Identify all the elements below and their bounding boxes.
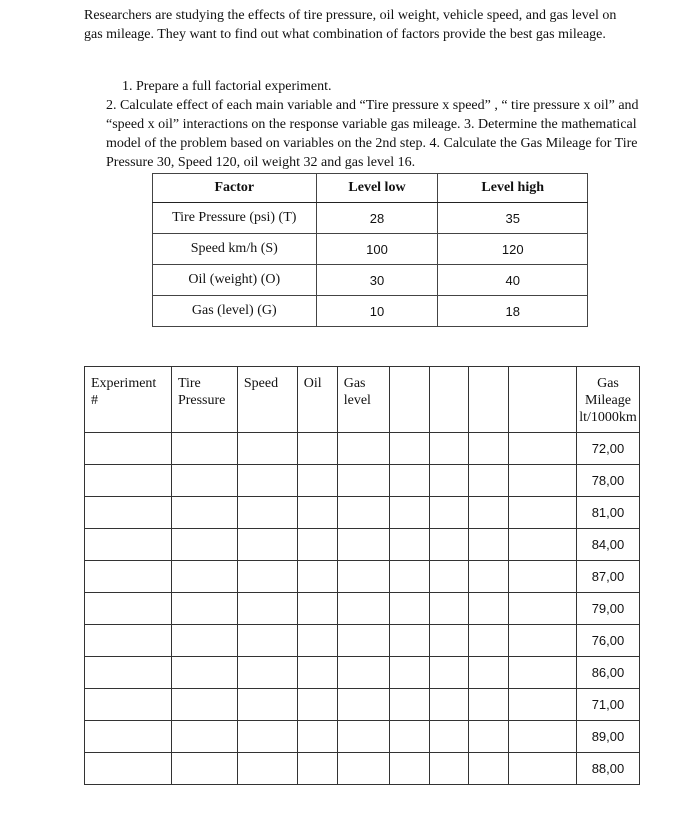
empty-cell [337,593,389,625]
empty-cell [85,593,172,625]
blank-header [469,367,509,433]
tire-header-line1: Tire [177,376,201,391]
mileage-header-line1: Gas [597,376,619,391]
empty-cell [469,465,509,497]
empty-cell [337,465,389,497]
empty-cell [297,753,337,785]
empty-cell [337,625,389,657]
empty-cell [237,689,297,721]
empty-cell [171,561,237,593]
empty-cell [509,593,577,625]
empty-cell [297,689,337,721]
empty-cell [429,465,469,497]
empty-cell [389,465,429,497]
experiment-header-line2: # [91,393,98,408]
empty-cell [509,657,577,689]
empty-cell [297,625,337,657]
empty-cell [237,721,297,753]
empty-cell [85,625,172,657]
empty-cell [337,657,389,689]
experiment-row [85,465,640,497]
empty-cell [171,657,237,689]
empty-cell [469,753,509,785]
level-high: 40 [438,265,588,296]
empty-cell [237,561,297,593]
level-high: 120 [438,234,588,265]
empty-cell [429,753,469,785]
empty-cell [389,497,429,529]
empty-cell [509,529,577,561]
empty-cell [509,561,577,593]
empty-cell [429,689,469,721]
level-low: 10 [316,296,438,327]
gas-mileage-value: 86,00 [576,657,639,689]
level-low-header: Level low [316,174,438,203]
empty-cell [469,497,509,529]
empty-cell [429,433,469,465]
tire-pressure-header [171,367,237,433]
factor-row [153,234,588,265]
experiment-table [84,366,640,785]
empty-cell [171,497,237,529]
oil-header: Oil [297,367,337,433]
empty-cell [389,593,429,625]
empty-cell [171,753,237,785]
gas-mileage-value: 76,00 [576,625,639,657]
empty-cell [237,593,297,625]
experiment-row [85,497,640,529]
empty-cell [469,593,509,625]
empty-cell [297,561,337,593]
empty-cell [469,721,509,753]
gas-mileage-header [576,367,639,433]
empty-cell [171,593,237,625]
task-1: 1. Prepare a full factorial experiment. [122,79,332,94]
empty-cell [171,625,237,657]
gas-mileage-value: 88,00 [576,753,639,785]
tire-header-line2: Pressure [177,393,226,408]
factor-name: Oil (weight) (O) [153,265,317,296]
blank-header [429,367,469,433]
task-2-4: 2. Calculate effect of each main variable and “Tire pressure x speed” , “ tire pressure x oil” and “speed x oil” interactions on the response variable gas mileage. 3. Determine the mathematical model of the problem based on variables on the 2nd step. 4. Calculate the Gas Mileage for Tire Pressure 30, Speed 120, oil weight 32 and gas level 16. [106,98,639,170]
empty-cell [337,561,389,593]
level-low: 28 [316,203,438,234]
empty-cell [509,497,577,529]
empty-cell [337,529,389,561]
empty-cell [389,753,429,785]
empty-cell [171,465,237,497]
empty-cell [429,561,469,593]
empty-cell [509,689,577,721]
empty-cell [297,529,337,561]
empty-cell [237,529,297,561]
empty-cell [171,721,237,753]
gas-level-header [337,367,389,433]
blank-header [509,367,577,433]
empty-cell [337,433,389,465]
empty-cell [389,529,429,561]
empty-cell [509,465,577,497]
empty-cell [237,625,297,657]
empty-cell [171,529,237,561]
empty-cell [85,561,172,593]
level-high-header: Level high [438,174,588,203]
empty-cell [389,433,429,465]
empty-cell [85,529,172,561]
experiment-row [85,625,640,657]
experiment-row [85,753,640,785]
experiment-row [85,689,640,721]
factor-row [153,265,588,296]
gas-mileage-value: 72,00 [576,433,639,465]
empty-cell [337,497,389,529]
experiment-row [85,433,640,465]
empty-cell [171,433,237,465]
intro-paragraph: Researchers are studying the effects of tire pressure, oil weight, vehicle speed, and gas level on gas mileage. They want to find out what combination of factors provide the best gas mileage. [84,8,617,42]
empty-cell [509,625,577,657]
factor-row [153,203,588,234]
speed-header: Speed [237,367,297,433]
empty-cell [429,497,469,529]
empty-cell [429,657,469,689]
empty-cell [509,721,577,753]
gas-mileage-value: 79,00 [576,593,639,625]
gas-mileage-value: 84,00 [576,529,639,561]
empty-cell [85,689,172,721]
mileage-header-line2: Mileage [585,393,631,408]
empty-cell [469,657,509,689]
gas-header-line2: level [343,393,371,408]
empty-cell [337,721,389,753]
experiment-row [85,561,640,593]
mileage-header-line3: lt/1000km [579,410,637,425]
empty-cell [389,657,429,689]
empty-cell [337,753,389,785]
level-high: 18 [438,296,588,327]
empty-cell [389,625,429,657]
empty-cell [469,433,509,465]
blank-header [389,367,429,433]
empty-cell [389,689,429,721]
empty-cell [85,465,172,497]
empty-cell [469,561,509,593]
empty-cell [429,593,469,625]
factor-header: Factor [153,174,317,203]
level-low: 30 [316,265,438,296]
experiment-number-header [85,367,172,433]
gas-mileage-value: 71,00 [576,689,639,721]
empty-cell [297,465,337,497]
gas-header-line1: Gas [343,376,366,391]
gas-mileage-value: 87,00 [576,561,639,593]
empty-cell [429,625,469,657]
empty-cell [509,753,577,785]
empty-cell [297,497,337,529]
experiment-table-body [85,433,640,785]
experiment-row [85,529,640,561]
empty-cell [297,657,337,689]
empty-cell [237,753,297,785]
empty-cell [237,497,297,529]
factor-name: Gas (level) (G) [153,296,317,327]
factor-row [153,296,588,327]
empty-cell [389,721,429,753]
factor-name: Speed km/h (S) [153,234,317,265]
factor-table-header-row [153,174,588,203]
empty-cell [297,593,337,625]
experiment-table-header-row [85,367,640,433]
empty-cell [469,529,509,561]
gas-mileage-value: 89,00 [576,721,639,753]
experiment-header-line1: Experiment [91,376,157,391]
level-low: 100 [316,234,438,265]
empty-cell [389,561,429,593]
empty-cell [297,433,337,465]
experiment-row [85,657,640,689]
empty-cell [85,497,172,529]
experiment-row [85,593,640,625]
empty-cell [85,657,172,689]
empty-cell [429,721,469,753]
empty-cell [429,529,469,561]
empty-cell [469,689,509,721]
empty-cell [85,433,172,465]
experiment-row [85,721,640,753]
empty-cell [337,689,389,721]
level-high: 35 [438,203,588,234]
empty-cell [297,721,337,753]
empty-cell [237,657,297,689]
empty-cell [85,753,172,785]
empty-cell [469,625,509,657]
factor-levels-table [152,173,588,327]
empty-cell [171,689,237,721]
empty-cell [237,433,297,465]
factor-name: Tire Pressure (psi) (T) [153,203,317,234]
empty-cell [237,465,297,497]
empty-cell [509,433,577,465]
gas-mileage-value: 78,00 [576,465,639,497]
gas-mileage-value: 81,00 [576,497,639,529]
empty-cell [85,721,172,753]
